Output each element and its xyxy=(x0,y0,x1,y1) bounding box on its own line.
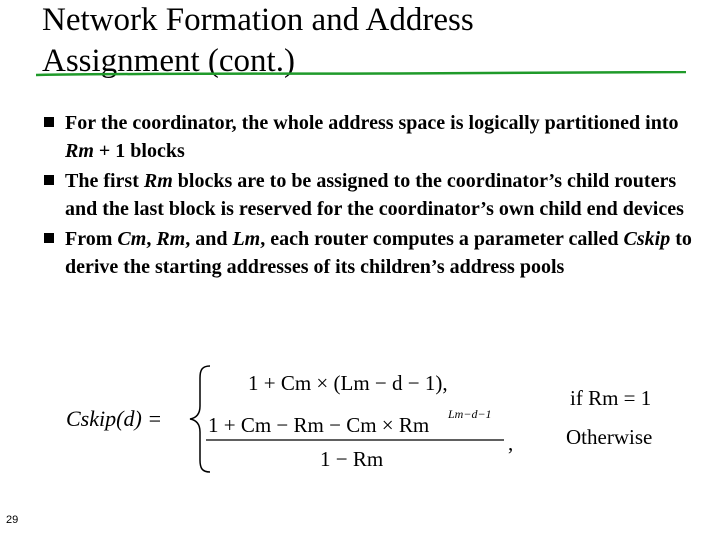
formula-case2-denominator: 1 − Rm xyxy=(320,447,384,471)
bullet-square-icon xyxy=(44,233,54,243)
bullet-item: For the coordinator, the whole address space is logically partitioned into Rm + 1 blocks xyxy=(44,109,694,165)
formula-case1: 1 + Cm × (Lm − d − 1), xyxy=(248,371,448,395)
bullet-square-icon xyxy=(44,117,54,127)
formula-case1-condition: if Rm = 1 xyxy=(570,386,652,410)
slide-number: 29 xyxy=(6,514,19,526)
formula-brace xyxy=(190,366,210,472)
var-lm: Lm xyxy=(232,228,261,250)
var-cskip: Cskip xyxy=(623,228,671,250)
formula-case2-exponent: Lm−d−1 xyxy=(448,407,492,421)
title-line-1: Network Formation and Address xyxy=(42,2,474,38)
slide-title xyxy=(42,0,682,82)
formula-case2-condition: Otherwise xyxy=(566,425,653,449)
bullet-square-icon xyxy=(44,175,54,185)
title-underline xyxy=(36,71,686,77)
var-rm: Rm xyxy=(65,140,94,162)
bullet-list xyxy=(44,109,694,281)
var-rm: Rm xyxy=(143,170,173,192)
formula-case2-numerator: 1 + Cm − Rm − Cm × Rm xyxy=(208,413,430,437)
var-rm: Rm xyxy=(156,228,186,250)
title-line-2: Assignment (cont.) xyxy=(42,43,295,79)
var-cm: Cm xyxy=(117,228,147,250)
bullet-item: From Cm, Rm, and Lm, each router computes a parameter called Cskip to derive the starting addresses of its children’s address pools xyxy=(44,225,694,281)
bullet-item: The first Rm blocks are to be assigned to the coordinator’s child routers and the last block is reserved for the coordinator’s own child end devices xyxy=(44,167,694,223)
formula-case2-comma: , xyxy=(508,431,514,455)
cskip-formula xyxy=(64,360,684,478)
formula-lhs: Cskip(d) = xyxy=(66,406,163,431)
